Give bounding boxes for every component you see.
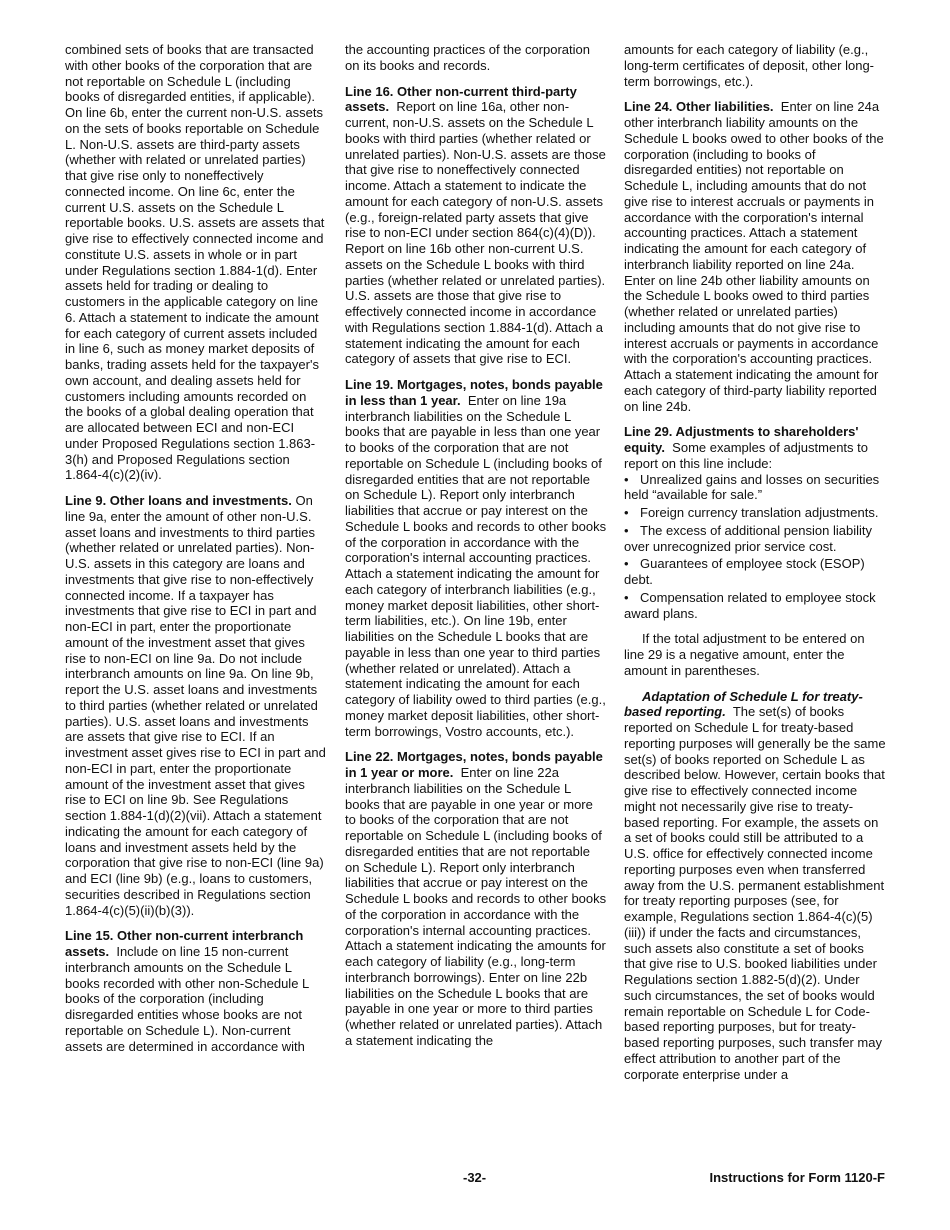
heading-line-22: Line 22. Mortgages, notes, bonds payable in 1 year or more.	[345, 749, 603, 780]
section-line-16	[345, 84, 607, 368]
list-item: • Unrealized gains and losses on securities held “available for sale.”	[624, 472, 886, 504]
heading-line-29: Line 29. Adjustments to shareholders' equity.	[624, 424, 859, 455]
column-right	[624, 42, 886, 1092]
heading-line-19: Line 19. Mortgages, notes, bonds payable in less than 1 year.	[345, 377, 603, 408]
section-treaty-reporting	[624, 689, 886, 1083]
body-line-16: Report on line 16a, other non-current, non-U.S. assets on the Schedule L books with third parties (whether related or unrelated parties). Non-U.S. assets are those that give rise to noneffectively connected income. Attach a statement to indicate the amount for each category of non-U.S. assets (e.g., foreign-related party assets that give rise to non-ECI under section 864(c)(4)(D)). Report on line 16b other non-current U.S. assets on the Schedule L books with third parties (whether related or unrelated parties). U.S. assets are those that give rise to effectively connected income in accordance with Regulations section 1.884-1(d). Attach a statement indicating the amount for each category of assets that give rise to ECI.	[345, 99, 606, 367]
heading-line-16: Line 16. Other non-current third-party assets.	[345, 83, 577, 115]
heading-line-9: Line 9. Other loans and investments.	[65, 493, 292, 508]
column-left	[65, 42, 327, 1064]
section-line-24	[624, 99, 886, 414]
heading-line-15: Line 15. Other non-current interbranch assets.	[65, 928, 304, 959]
adjustments-list	[624, 472, 886, 622]
body-line-24: Enter on line 24a other interbranch liability amounts on the Schedule L books owed to other books of the corporation (including to books of disregarded entities) not reportable on Schedule L, including amounts that do not give rise to interest accruals or payments in accordance with the corporation's internal accounting practices. Attach a statement indicating the amount for each category of interbranch liability reported on line 24a. Enter on line 24b other liability amounts on the Schedule L books owed to third parties (whether related or unrelated parties) including amounts that do not give rise to interest accruals or payments in accordance with the corporation's accounting practices. Attach a statement indicating the amount for each category of third-party liability reported on line 24b.	[624, 99, 884, 414]
section-line-29	[624, 424, 886, 471]
list-item: • Compensation related to employee stock award plans.	[624, 590, 886, 622]
paragraph-accounting-practices: the accounting practices of the corporation on its books and records.	[345, 42, 590, 73]
heading-line-24: Line 24. Other liabilities.	[624, 99, 774, 115]
body-treaty-reporting: The set(s) of books reported on Schedule L for treaty-based reporting purposes will generally be the same set(s) of books reported on Schedule L as described below. However, certain books that give rise to effectively connected income might not necessarily give rise to treaty-based reporting. For example, the assets on a set of books could still be attributed to a U.S. office for effectively connected income reporting purposes even when transferred away from the U.S. permanent establishment for treaty reporting purposes (see, for example, Regulations section 1.864-4(c)(5)(iii)) if under the facts and circumstances, such assets also constitute a set of books that give rise to U.S. booked liabilities under Regulations section 1.882-5(d)(2). Under such circumstances, the set of books would remain reportable on Schedule L for Code-based reporting purposes, but for treaty-based reporting purposes, such transfer may effect attribution to another part of the corporate enterprise under a	[624, 704, 886, 1082]
body-line-9: On line 9a, enter the amount of other non-U.S. asset loans and investments to third parties (whether related or unrelated parties). Non-U.S. assets in this category are loans and investments that give rise to non-effectively connected income. If a taxpayer has investments that give rise to ECI in part and non-ECI in part, enter the proportionate amount of the investment asset that gives rise to non-ECI on line 9a. Do not include interbranch amounts on line 9a. On line 9b, report the U.S. asset loans and investments to third parties (whether related or unrelated parties). U.S. asset loans and investments are assets that give rise to ECI. If an investment asset gives rise to ECI in part and non-ECI in part, enter the proportionate amount of the investment asset that gives rise to ECI on line 9b. See Regulations section 1.884-1(d)(2)(vii). Attach a statement indicating the amount for each category of loans and investment assets held by the corporation that give rise to non-ECI (line 9a) and ECI (line 9b) (e.g., loans to customers, securities described in Regulations section 1.864-4(c)(5)(ii)(b)(3)).	[65, 493, 326, 918]
body-line-29: Some examples of adjustments to report on this line include:	[624, 440, 868, 471]
body-line-19: Enter on line 19a interbranch liabilities on the Schedule L books that are payable in less than one year to books of the corporation that are not reportable on Schedule L (including books of disregarded entities that are not reportable on Schedule L). Report only interbranch liabilities that accrue or pay interest on the Schedule L books and records to other books of the corporation in accordance with the corporation's internal accounting practices. Attach a statement indicating the amount for each category of interbranch liabilities (e.g., money market deposit liabilities, other short-term liabilities, etc.). On line 19b, enter liabilities on the Schedule L books that are payable in less than one year to third parties (whether related or unrelated). Attach a statement indicating the amount for each category of liability owed to third parties (e.g., money market deposit liabilities, other short-term borrowings, Vostro accounts, etc.).	[345, 392, 607, 739]
heading-treaty-reporting: Adaptation of Schedule L for treaty-based reporting.	[624, 688, 863, 720]
list-item: • The excess of additional pension liability over unrecognized prior service cost.	[624, 523, 886, 555]
paragraph-current-assets: combined sets of books that are transacted with other books of the corporation that are not reportable on Schedule L (including books of disregarded entities, if applicable). On line 6b, enter the current non-U.S. assets on the sets of books reportable on Schedule L. Non-U.S. assets are third-party assets (whether with related or unrelated parties) that give rise only to noneffectively connected income. On line 6c, enter the current U.S. assets on the Schedule L reportable books. U.S. assets are assets that give rise to effectively connected income and constitute U.S. assets in whole or in part under Regulations section 1.884-1(d). Enter assets held for trading or dealing to customers in the applicable category on line 6. Attach a statement to indicate the amount for each category of current assets included in line 6, such as money market deposits of banks, trading assets held for the taxpayer's own account, and dealing assets held for customers including amounts recorded on the books of a global dealing operation that are allocated between ECI and non-ECI under Proposed Regulations section 1.863-3(h) and Proposed Regulations section 1.864-4(c)(2)(iv).	[65, 42, 325, 483]
list-item: • Foreign currency translation adjustments.	[624, 505, 886, 521]
paragraph-long-term-liabilities: amounts for each category of liability (e.g., long-term certificates of deposit, other long-term borrowings, etc.).	[624, 42, 875, 89]
page-number: -32-	[463, 1170, 487, 1185]
section-line-15	[65, 928, 327, 1054]
section-line-9	[65, 493, 327, 918]
section-line-19	[345, 377, 607, 739]
form-title: Instructions for Form 1120-F	[709, 1170, 885, 1185]
body-line-15: Include on line 15 non-current interbranch amounts on the Schedule L books recorded with other non-Schedule L books of the corporation (including disregarded entities whose books are not reportable on Schedule L). Non-current assets are determined in accordance with	[65, 944, 309, 1054]
paragraph-negative-amount: If the total adjustment to be entered on line 29 is a negative amount, enter the amount in parentheses.	[624, 631, 865, 678]
section-line-22	[345, 749, 607, 1048]
body-line-22: Enter on line 22a interbranch liabilities on the Schedule L books that are payable in one year or more to books of the corporation that are not reportable on Schedule L (including books of disregarded entities that are not reportable on Schedule L). Report only interbranch liabilities that accrue or pay interest on the Schedule L books and records to other books of the corporation in accordance with the corporation's internal accounting practices. Attach a statement indicating the amounts for each category of liability (e.g., long-term interbranch borrowings). Enter on line 22b liabilities on the Schedule L books that are payable in one year or more to third parties (whether related or unrelated parties). Attach a statement indicating the	[345, 765, 607, 1048]
page-footer	[65, 1170, 885, 1190]
list-item: • Guarantees of employee stock (ESOP) debt.	[624, 556, 886, 588]
column-middle	[345, 42, 607, 1059]
